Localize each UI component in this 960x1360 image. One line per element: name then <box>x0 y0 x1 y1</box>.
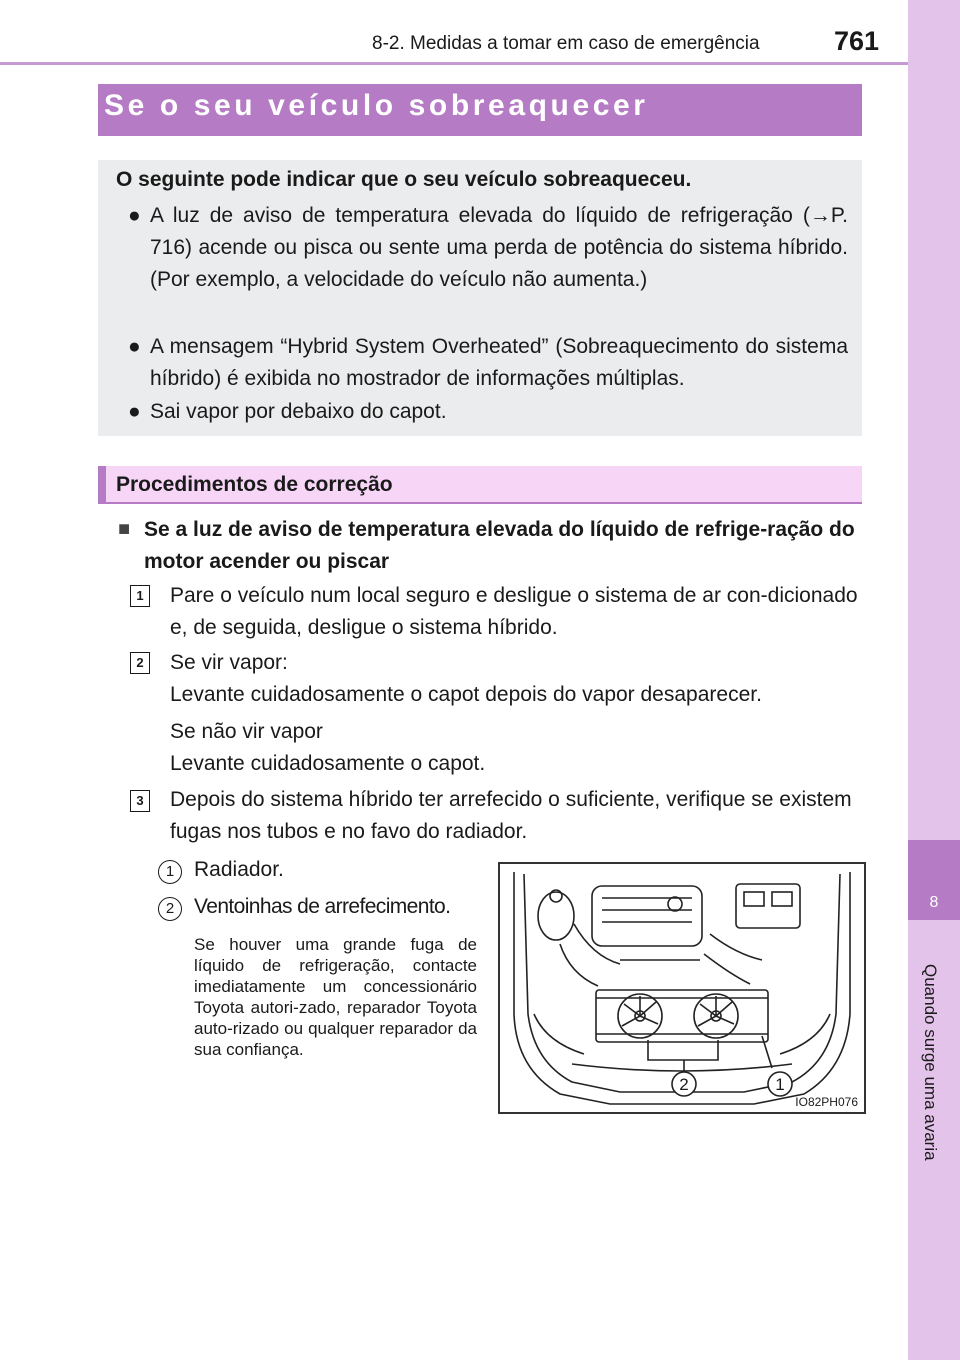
leak-note: Se houver uma grande fuga de líquido de refrigeração, contacte imediatamente um concessionário Toyota autori-zado, reparador Toyota auto-rizado ou qualquer reparador da sua confiança. <box>194 935 477 1059</box>
section-reference: 8-2. Medidas a tomar em caso de emergência <box>372 33 760 54</box>
step-2-text-c: Se não vir vapor <box>170 720 323 743</box>
symptom-text: Sai vapor por debaixo do capot. <box>150 400 447 423</box>
symptom-item <box>128 200 848 296</box>
step-2-text-d: Levante cuidadosamente o capot. <box>170 752 486 775</box>
page-title: Se o seu veículo sobreaquecer <box>104 89 649 122</box>
step-number-3: 3 <box>130 790 150 812</box>
symptoms-heading: O seguinte pode indicar que o seu veículo sobreaqueceu. <box>116 168 692 191</box>
figure-callout-1: 1 <box>775 1075 785 1094</box>
chapter-title: Quando surge uma avaria <box>921 964 940 1161</box>
page-number: 761 <box>834 26 880 56</box>
symptom-text: A luz de aviso de temperatura elevada do líquido de refrigeração (→P. 716) acende ou pisca ou sente uma perda de potência do sistema híbrido. (Por exemplo, a velocidade do veículo não aumenta.) <box>150 204 848 291</box>
step-number-2: 2 <box>130 652 150 674</box>
legend-label-fans: Ventoinhas de arrefecimento. <box>194 895 451 918</box>
procedures-heading: Procedimentos de correção <box>116 473 393 496</box>
procedures-heading-accent <box>98 466 106 504</box>
step-1-text: Pare o veículo num local seguro e desligue o sistema de ar con-dicionado e, de seguida, desligue o sistema híbrido. <box>170 584 858 639</box>
symptom-item <box>128 396 848 428</box>
figure-code: IO82PH076 <box>795 1095 858 1109</box>
symptom-text: A mensagem “Hybrid System Overheated” (Sobreaquecimento do sistema híbrido) é exibida no mostrador de informações múltiplas. <box>150 335 848 390</box>
step-2-text-b: Levante cuidadosamente o capot depois do vapor desaparecer. <box>170 683 762 706</box>
legend-label-radiator: Radiador. <box>194 858 284 881</box>
engine-bay-illustration <box>500 864 864 1112</box>
chapter-number: 8 <box>929 894 939 911</box>
bullet-icon: ● <box>128 204 141 227</box>
step-number-1: 1 <box>130 585 150 607</box>
legend-number-1: 1 <box>158 860 182 884</box>
engine-bay-figure <box>498 862 866 1114</box>
figure-callout-2: 2 <box>679 1075 689 1094</box>
condition-heading: Se a luz de aviso de temperatura elevada do líquido de refrige-ração do motor acender ou piscar <box>144 518 855 573</box>
bullet-icon: ● <box>128 335 141 358</box>
bullet-icon: ● <box>128 400 141 423</box>
header-divider <box>0 62 908 65</box>
square-bullet-icon: ■ <box>118 518 131 540</box>
symptom-item <box>128 331 848 395</box>
legend-number-2: 2 <box>158 897 182 921</box>
step-2-text-a: Se vir vapor: <box>170 651 288 674</box>
step-3-text: Depois do sistema híbrido ter arrefecido o suficiente, verifique se existem fugas nos tubos e no favo do radiador. <box>170 788 852 843</box>
